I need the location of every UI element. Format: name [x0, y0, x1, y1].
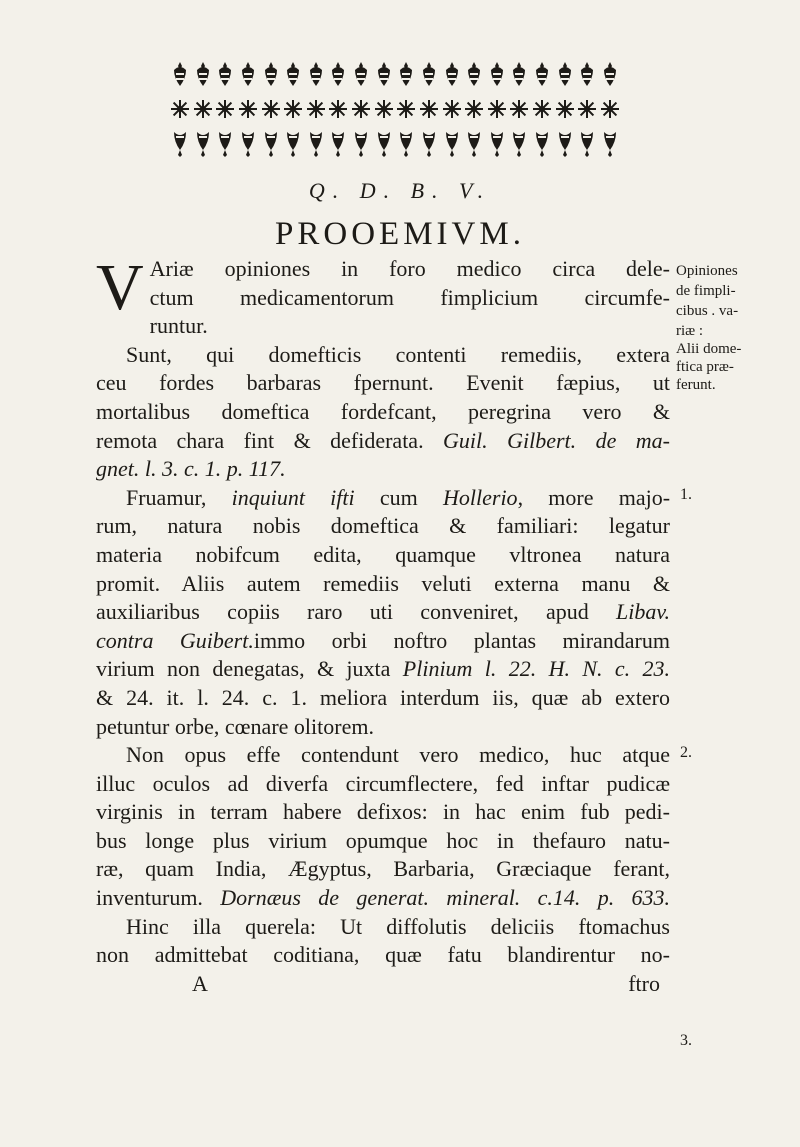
fleuron-ornament-icon	[306, 94, 326, 124]
citation: 14. p. 633.	[552, 885, 671, 911]
ornament-row-top	[170, 58, 620, 92]
text-line: materia nobifcum edita, quamque vltronea natura	[96, 541, 670, 567]
catchword: ftro	[628, 970, 660, 996]
fleuron-ornament-icon	[215, 128, 235, 158]
fleuron-ornament-icon	[193, 60, 213, 90]
fleuron-ornament-icon	[396, 94, 416, 124]
fleuron-ornament-icon	[464, 128, 484, 158]
text-line	[96, 455, 670, 484]
text-line	[96, 655, 670, 684]
fleuron-ornament-icon	[532, 94, 552, 124]
fleuron-ornament-icon	[351, 60, 371, 90]
text-line	[96, 427, 670, 456]
fleuron-ornament-icon	[238, 128, 258, 158]
fleuron-ornament-icon	[487, 94, 507, 124]
fleuron-ornament-icon	[283, 60, 303, 90]
body-text	[96, 251, 671, 998]
fleuron-ornament-icon	[261, 94, 281, 124]
text-line: ctum medicamentorum fimplicium circumfe-	[149, 284, 670, 310]
marginal-note-line: de fimpli-	[676, 283, 736, 299]
text-segment: , more majo-	[517, 484, 671, 510]
text-line: illuc oculos ad diverfa circumflectere, fed inftar pudicæ	[96, 770, 670, 796]
text-segment: cum	[379, 484, 418, 510]
ornament-row-middle	[170, 92, 620, 126]
marginal-note-line: cibus . va-	[676, 303, 739, 319]
fleuron-ornament-icon	[328, 128, 348, 158]
fleuron-ornament-icon	[442, 94, 462, 124]
text-segment: Fruamur,	[126, 484, 207, 510]
paragraph-number: 2.	[680, 744, 692, 761]
text-line: promit. Aliis autem remediis veluti externa manu &	[96, 570, 670, 596]
fleuron-ornament-icon	[261, 128, 281, 158]
fleuron-ornament-icon	[555, 94, 575, 124]
text-segment: remota chara fint & defiderata.	[96, 427, 424, 453]
fleuron-ornament-icon	[442, 60, 462, 90]
text-line: Ariæ opiniones in foro medico circa dele-	[149, 256, 670, 281]
text-line: Hinc illa querela: Ut diffolutis deliciis ftomachus	[126, 913, 670, 939]
fleuron-ornament-icon	[487, 128, 507, 158]
catchword-line	[96, 970, 670, 999]
fleuron-ornament-icon	[464, 94, 484, 124]
text-segment: virium non denegatas, & juxta	[96, 656, 391, 682]
fleuron-ornament-icon	[215, 60, 235, 90]
fleuron-ornament-icon	[193, 94, 213, 124]
citation: gnet. l. 3. c. 1. p. 117.	[96, 456, 286, 482]
fleuron-ornament-icon	[532, 128, 552, 158]
fleuron-ornament-icon	[600, 128, 620, 158]
fleuron-ornament-icon	[238, 94, 258, 124]
fleuron-ornament-icon	[215, 94, 235, 124]
fleuron-ornament-icon	[306, 60, 326, 90]
text-line	[96, 884, 670, 913]
citation: inquiunt ifti	[231, 484, 355, 510]
fleuron-ornament-icon	[600, 60, 620, 90]
fleuron-ornament-icon	[396, 60, 416, 90]
fleuron-ornament-icon	[170, 128, 190, 158]
fleuron-ornament-icon	[170, 60, 190, 90]
fleuron-ornament-icon	[577, 94, 597, 124]
text-line: Sunt, qui domefticis contenti remediis, extera	[126, 341, 670, 367]
fleuron-ornament-icon	[261, 60, 281, 90]
fleuron-ornament-icon	[419, 60, 439, 90]
fleuron-ornament-icon	[577, 128, 597, 158]
text-segment: inventurum.	[96, 885, 203, 911]
fleuron-ornament-icon	[306, 128, 326, 158]
marginal-note-line: ferunt.	[676, 377, 716, 393]
text-line: & 24. it. l. 24. c. 1. meliora interdum iis, quæ ab extero	[96, 684, 670, 710]
fleuron-ornament-icon	[555, 60, 575, 90]
fleuron-ornament-icon	[442, 128, 462, 158]
fleuron-ornament-icon	[170, 94, 190, 124]
fleuron-ornament-icon	[193, 128, 213, 158]
marginal-note-line: ftica præ-	[676, 359, 734, 375]
fleuron-ornament-icon	[577, 60, 597, 90]
fleuron-ornament-icon	[487, 60, 507, 90]
page-title: PROOEMIVM.	[275, 216, 525, 252]
citation: contra Guibert.	[96, 627, 254, 653]
text-line: ræ, quam India, Ægyptus, Barbaria, Græciaque ferant,	[96, 856, 670, 882]
fleuron-ornament-icon	[509, 94, 529, 124]
text-line	[96, 484, 670, 513]
invocation-signature: Q. D. B. V.	[308, 178, 492, 203]
fleuron-ornament-icon	[351, 128, 371, 158]
marginal-note-line: Alii dome-	[676, 341, 742, 357]
text-segment: auxiliaribus copiis raro uti conveniret, apud	[96, 599, 589, 625]
fleuron-ornament-band	[170, 58, 620, 160]
citation: Plinium l.	[402, 656, 497, 682]
paragraph-number: 1.	[680, 486, 692, 503]
citation: Guil. Gilbert. de ma-	[443, 427, 670, 453]
drop-capital: V	[96, 251, 144, 324]
text-line: virginis in terram habere defixos: in hac enim fub pedi-	[96, 799, 670, 825]
fleuron-ornament-icon	[374, 94, 394, 124]
fleuron-ornament-icon	[419, 128, 439, 158]
text-line: Non opus effe contendunt vero medico, huc atque	[126, 742, 670, 768]
paragraph-number: 3.	[680, 1032, 692, 1049]
fleuron-ornament-icon	[509, 60, 529, 90]
fleuron-ornament-icon	[419, 94, 439, 124]
text-line: petuntur orbe, cœnare olitorem.	[96, 713, 374, 739]
fleuron-ornament-icon	[464, 60, 484, 90]
ornament-row-bottom	[170, 126, 620, 160]
fleuron-ornament-icon	[396, 128, 416, 158]
fleuron-ornament-icon	[328, 60, 348, 90]
citation: Hollerio	[443, 484, 518, 510]
text-line: bus longe plus virium opumque hoc in thefauro natu-	[96, 827, 670, 853]
fleuron-ornament-icon	[600, 94, 620, 124]
text-line: non admittebat coditiana, quæ fatu blandirentur no-	[96, 942, 670, 968]
fleuron-ornament-icon	[555, 128, 575, 158]
citation: Dornæus de generat. mineral. c.	[220, 885, 553, 911]
fleuron-ornament-icon	[328, 94, 348, 124]
text-segment: immo orbi noftro plantas mirandarum	[253, 627, 670, 653]
text-line: mortalibus domeftica fordefcant, peregrina vero &	[96, 398, 670, 424]
text-line	[96, 598, 670, 627]
text-line: ceu fordes barbaras fpernunt. Evenit fæpius, ut	[96, 370, 670, 396]
fleuron-ornament-icon	[283, 128, 303, 158]
fleuron-ornament-icon	[351, 94, 371, 124]
fleuron-ornament-icon	[374, 60, 394, 90]
marginal-note-line: Opiniones	[676, 263, 738, 279]
text-line	[96, 627, 670, 656]
fleuron-ornament-icon	[509, 128, 529, 158]
signature-mark: A	[192, 970, 208, 996]
citation: 22. H. N. c. 23.	[508, 656, 671, 682]
citation: Libav.	[616, 599, 671, 625]
fleuron-ornament-icon	[283, 94, 303, 124]
marginal-note-line: riæ :	[676, 323, 704, 339]
text-line: runtur.	[149, 313, 208, 339]
text-line: rum, natura nobis domeftica & familiari: legatur	[96, 513, 670, 539]
fleuron-ornament-icon	[374, 128, 394, 158]
fleuron-ornament-icon	[532, 60, 552, 90]
fleuron-ornament-icon	[238, 60, 258, 90]
